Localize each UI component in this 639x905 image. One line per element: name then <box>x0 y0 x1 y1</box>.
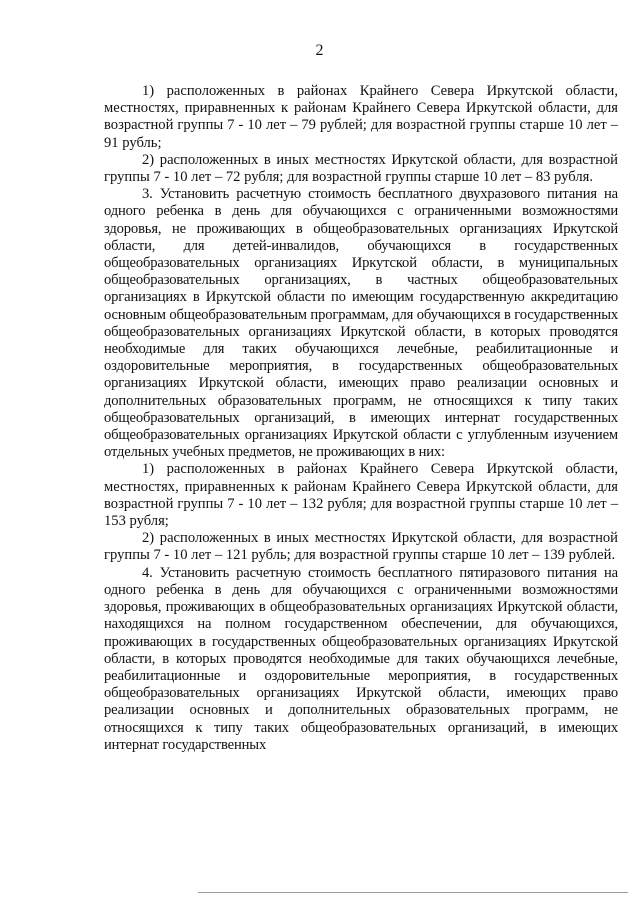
paragraph-3-2: 2) расположенных в иных местностях Иркутской области, для возрастной группы 7 - 10 лет – 121 рубль; для возрастной группы старше 10 лет – 139 рублей. <box>104 530 618 564</box>
paragraph-1-2: 2) расположенных в иных местностях Иркутской области, для возрастной группы 7 - 10 лет – 72 рубля; для возрастной группы старше 10 лет – 83 рубля. <box>104 151 618 186</box>
scan-edge-line <box>198 892 628 893</box>
paragraph-3-1: 1) расположенных в районах Крайнего Севера Иркутской области, местностях, приравненных к районам Крайнего Севера Иркутской области, для возрастной группы 7 - 10 лет – 132 рубля; для возрастной группы старше 10 лет – 153 рубля; <box>104 461 618 530</box>
document-body <box>104 83 618 754</box>
paragraph-4: 4. Установить расчетную стоимость бесплатного пятиразового питания на одного ребенка в день для обучающихся с ограниченными возможностями здоровья, проживающих в общеобразовательных организациях Иркутской области, находящихся на полном государственном обеспечении, для обучающихся, проживающих в государственных общеобразовательных организациях Иркутской области, в которых проводятся необходимые для таких обучающихся лечебные, реабилитационные и оздоровительные мероприятия, в государственных общеобразовательных организациях Иркутской области, имеющих право реализации основных и дополнительных образовательных программ, не относящихся к типу таких общеобразовательных организаций, в имеющих интернат государственных <box>104 564 618 753</box>
page-number: 2 <box>315 42 324 59</box>
paragraph-3: 3. Установить расчетную стоимость бесплатного двухразового питания на одного ребенка в день для обучающихся с ограниченными возможностями здоровья, не проживающих в общеобразовательных организациях Иркутской области, для детей-инвалидов, обучающихся в государственных общеобразовательных организациях Иркутской области, в муниципальных общеобразовательных организациях, в частных общеобразовательных организациях в Иркутской области по имеющим государственную аккредитацию основным общеобразовательным программам, для обучающихся в государственных общеобразовательных организациях Иркутской области, в которых проводятся необходимые для таких обучающихся лечебные, реабилитационные и оздоровительные мероприятия, в государственных общеобразовательных организациях Иркутской области, имеющих право реализации основных и дополнительных образовательных программ, не относящихся к типу таких общеобразовательных организаций, в имеющих интернат государственных общеобразовательных организациях Иркутской области с углубленным изучением отдельных учебных предметов, не проживающих в них: <box>104 186 618 461</box>
paragraph-1-1: 1) расположенных в районах Крайнего Севера Иркутской области, местностях, приравненных к районам Крайнего Севера Иркутской области, для возрастной группы 7 - 10 лет – 79 рублей; для возрастной группы старше 10 лет – 91 рубль; <box>104 83 618 151</box>
